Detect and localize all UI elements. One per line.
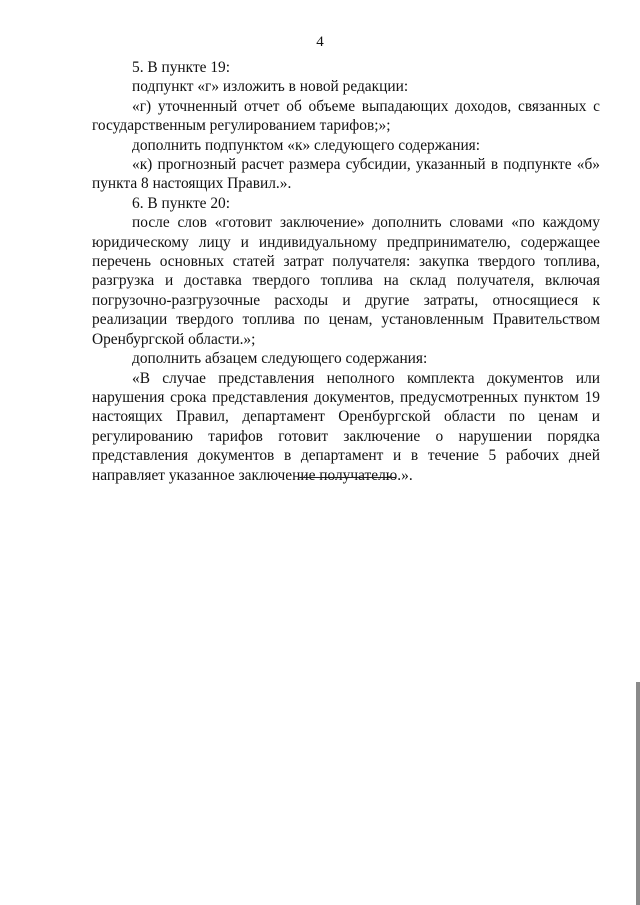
paragraph-subitem-g-text: «г) уточненный отчет об объеме выпадающих доходов, связанных с государственным регулированием тарифов;»;	[92, 97, 600, 135]
paragraph-new-clause-instruction: дополнить абзацем следующего содержания:	[132, 350, 428, 368]
scan-edge-shadow	[636, 682, 640, 905]
end-divider-line	[298, 477, 396, 478]
paragraph-item-5-heading: 5. В пункте 19:	[132, 59, 231, 76]
document-body	[92, 58, 600, 485]
paragraph-subitem-k-instruction: дополнить подпунктом «к» следующего содержания:	[132, 136, 481, 154]
paragraph-item-6-heading: 6. В пункте 20:	[132, 194, 231, 212]
paragraph-new-clause-text: «В случае представления неполного комплекта документов или нарушения срока представления документов, предусмотренных пунктом 19 настоящих Правил, департамент Оренбургской области по ценам и регулированию тарифов готовит заключение о нарушении порядка представления документов в департамент и в течение 5 рабочих дней направляет указанное заключение получателю.».	[92, 369, 600, 484]
paragraph-subitem-k-text: «к) прогнозный расчет размера субсидии, указанный в подпункте «б» пункта 8 настоящих Правил.».	[92, 156, 600, 193]
paragraph-item-20-addition: после слов «готовит заключение» дополнить словами «по каждому юридическому лицу и индивидуальному предпринимателю, содержащее перечень основных статей затрат получателя: закупка твердого топлива, разгрузка и доставка твердого топлива на склад получателя, включая погрузочно-разгрузочные расходы и другие затраты, относящиеся к реализации твердого топлива по ценам, установленным Правительством Оренбургской области.»;	[92, 214, 600, 348]
paragraph-subitem-g-instruction: подпункт «г» изложить в новой редакции:	[132, 78, 409, 96]
page-number: 4	[316, 34, 324, 50]
